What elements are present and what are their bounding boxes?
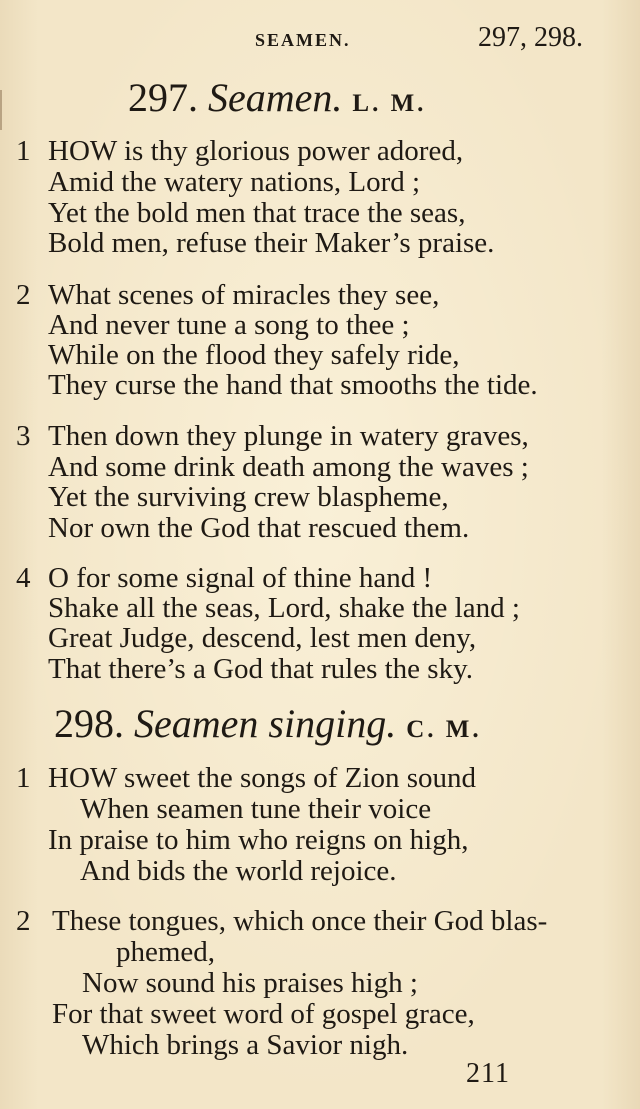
- verse-line: Amid the watery nations, Lord ;: [48, 166, 421, 198]
- running-head: SEAMEN.: [255, 30, 351, 50]
- hymn-meter: C. M.: [406, 716, 482, 743]
- hymn-title: Seamen.: [208, 75, 343, 120]
- verse-number: 3: [16, 420, 31, 452]
- verse-line: Bold men, refuse their Maker’s praise.: [48, 227, 495, 259]
- verse-line: And some drink death among the waves ;: [48, 451, 529, 483]
- verse-number: 1: [16, 135, 31, 167]
- verse-number: 1: [16, 762, 31, 794]
- hymn-number-range: 297, 298.: [478, 22, 583, 53]
- hymn-meter: L. M.: [352, 90, 427, 117]
- verse-number: 2: [16, 905, 31, 937]
- verse-line: phemed,: [116, 936, 216, 968]
- page-folio-number: 211: [466, 1058, 510, 1089]
- page-edge-mark: [0, 90, 2, 130]
- verse-line: Which brings a Savior nigh.: [82, 1029, 409, 1061]
- verse-line: Nor own the God that rescued them.: [48, 512, 470, 544]
- verse-line: Then down they plunge in watery graves,: [48, 420, 529, 452]
- verse-line: For that sweet word of gospel grace,: [52, 998, 475, 1030]
- hymn-number: 297.: [128, 75, 198, 120]
- verse-line: And never tune a song to thee ;: [48, 309, 410, 341]
- verse-line: They curse the hand that smooths the tide.: [48, 369, 538, 401]
- verse-line: And bids the world rejoice.: [80, 855, 397, 887]
- verse-line: In praise to him who reigns on high,: [48, 824, 469, 856]
- hymn-title: Seamen singing.: [134, 701, 397, 746]
- verse-line: What scenes of miracles they see,: [48, 279, 440, 311]
- verse-line: These tongues, which once their God blas-: [52, 905, 548, 937]
- verse-line: Shake all the seas, Lord, shake the land ;: [48, 592, 520, 624]
- verse-line: While on the flood they safely ride,: [48, 339, 460, 371]
- verse-line: O for some signal of thine hand !: [48, 562, 433, 594]
- hymn-298-heading: [54, 700, 482, 747]
- verse-number: 2: [16, 279, 31, 311]
- verse-line: HOW is thy glorious power adored,: [48, 135, 464, 167]
- verse-line: That there’s a God that rules the sky.: [48, 653, 473, 685]
- verse-line: Yet the bold men that trace the seas,: [48, 197, 466, 229]
- verse-line: When seamen tune their voice: [80, 793, 432, 825]
- verse-line: Yet the surviving crew blaspheme,: [48, 481, 449, 513]
- hymn-297-heading: [128, 74, 426, 121]
- verse-line: Now sound his praises high ;: [82, 967, 418, 999]
- hymn-number: 298.: [54, 701, 124, 746]
- verse-line: Great Judge, descend, lest men deny,: [48, 622, 477, 654]
- verse-line: HOW sweet the songs of Zion sound: [48, 762, 476, 794]
- verse-number: 4: [16, 562, 31, 594]
